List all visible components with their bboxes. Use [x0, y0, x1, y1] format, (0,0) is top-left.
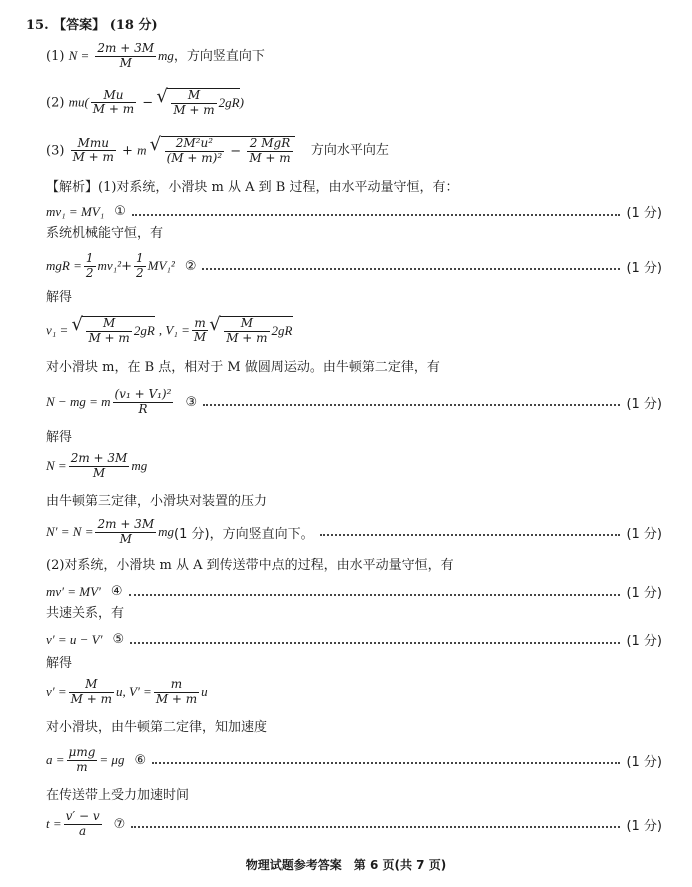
solution-line-8: 共速关系，有 — [46, 606, 125, 621]
eq-row-2: mgR = $\frac{1}{2}$ mv₁² + $\frac{1}{2}$ MV₁² ② (1 分) — [46, 251, 662, 280]
solution-line-9: 解得 — [46, 656, 73, 671]
score-4: (1 分) — [626, 526, 662, 542]
dot-leader — [152, 762, 620, 764]
score-2: (1 分) — [626, 260, 662, 276]
dot-leader — [130, 642, 620, 644]
solution-intro: 【解析】(1)对系统，小滑块 m 从 A 到 B 过程，由水平动量守恒，有： — [46, 180, 459, 195]
eq-row-6: a = $\frac{\text{μmg}}{m}$ = μg ⑥ (1 分) — [46, 745, 662, 774]
dot-leader — [203, 404, 620, 406]
score-8: (1 分) — [626, 818, 662, 834]
eq-N: N = $\frac{2m + 3M}{M}$ mg — [46, 451, 148, 480]
question-number: 15. — [26, 18, 49, 33]
answer-tag: 【答案】 — [53, 18, 106, 33]
solution-line-2: 系统机械能守恒，有 — [46, 226, 164, 241]
score-1: (1 分) — [626, 206, 662, 221]
eq-v1-V1: v₁ = √ $\frac{M}{M + m}$ 2gR , V₁ = $\frac{m}{M}$ √ $\frac{M}{M + m}$ 2gR — [46, 316, 293, 346]
score-7: (1 分) — [626, 754, 662, 770]
dot-leader — [132, 214, 621, 216]
eq-row-N-prime: N′ = N = $\frac{2m + 3M}{M}$ mg (1 分) ，方向竖直向下。 (1 分) — [46, 517, 662, 546]
solution-line-4: 对小滑块 m，在 B 点，相对于 M 做圆周运动。由牛顿第二定律，有 — [46, 360, 440, 375]
eq-row-7: t = $\frac{v' - v}{a}$ ⑦ (1 分) — [46, 809, 662, 838]
dot-leader — [131, 826, 620, 828]
dot-leader — [320, 534, 621, 536]
eq-row-4: mv′ = MV′ ④ (1 分) — [46, 583, 662, 601]
answer-3: (3) $\frac{\text{Mmu}}{M + m}$ + m √ $\frac{\text{2M²u²}}{\text{(M + m)²}}$ − $\frac{\text{2 MgR}}{M + m}$ 方向水平向左 — [46, 136, 389, 166]
answer-2: (2) mu( $\frac{Mu}{M + m}$ − √ $\frac{M}{M + m}$ 2gR) — [46, 88, 244, 118]
solution-line-11: 在传送带上受力加速时间 — [46, 788, 190, 803]
eq-v-prime: v′ = $\frac{M}{M + m}$ u, V′ = $\frac{m}{M + m}$ u — [46, 677, 208, 706]
eq-row-1: mv₁ = MV₁ ① (1 分) — [46, 203, 662, 221]
total-score: (18 分) — [109, 18, 158, 33]
score-5: (1 分) — [626, 586, 662, 601]
question-header — [26, 18, 158, 34]
eq-row-5: v′ = u − V′ ⑤ (1 分) — [46, 631, 662, 649]
solution-line-10: 对小滑块，由牛顿第二定律，知加速度 — [46, 720, 268, 735]
solution-line-6: 由牛顿第三定律，小滑块对装置的压力 — [46, 494, 268, 509]
solution-line-3: 解得 — [46, 290, 73, 305]
score-3: (1 分) — [626, 396, 662, 412]
dot-leader — [202, 268, 620, 270]
score-6: (1 分) — [626, 634, 662, 649]
eq-row-3: N − mg = m $\frac{\text{(v₁ + V₁)²}}{R}$ ③ (1 分) — [46, 387, 662, 416]
solution-line-7: (2)对系统，小滑块 m 从 A 到传送带中点的过程，由水平动量守恒，有 — [46, 558, 454, 573]
solution-line-5: 解得 — [46, 430, 73, 445]
answer-1: (1) N = $\frac{2m + 3M}{M}$ mg，方向竖直向下 — [46, 41, 265, 70]
page-footer: 物理试题参考答案 第 6 页(共 7 页) — [245, 858, 447, 872]
dot-leader — [129, 594, 621, 596]
